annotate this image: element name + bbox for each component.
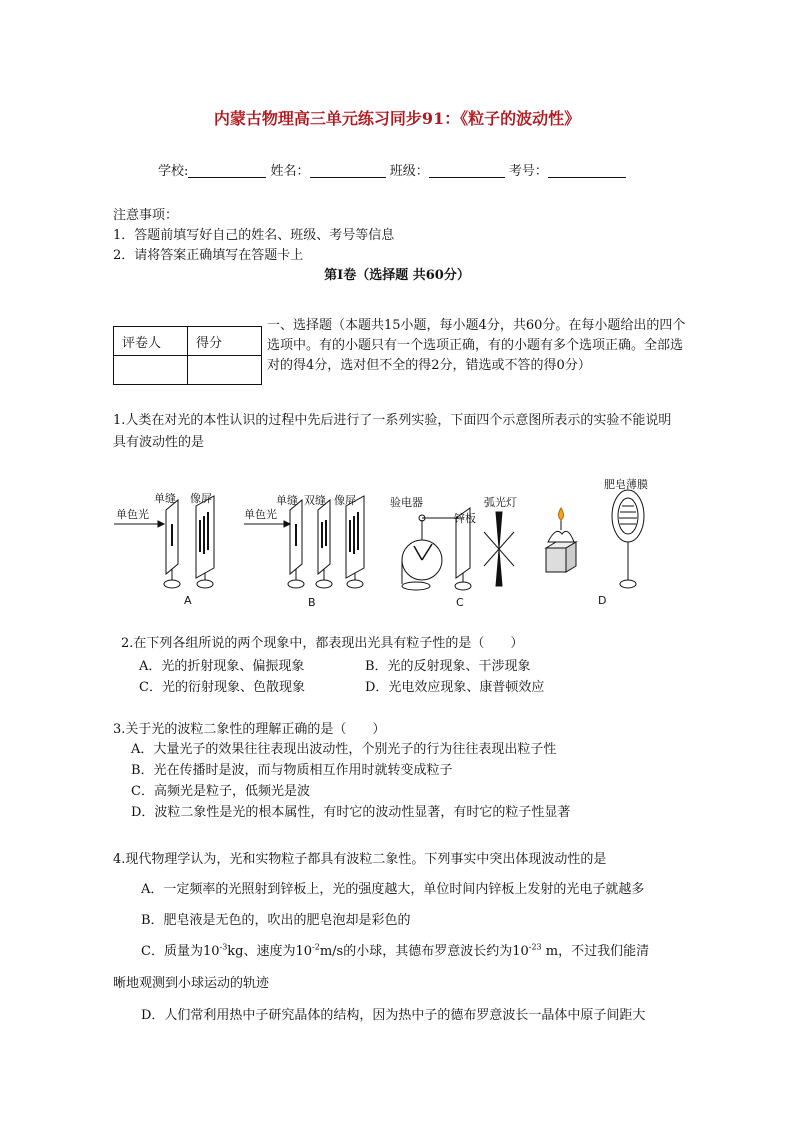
q4-c-part1: C．质量为10	[141, 944, 220, 959]
q3-option-b[interactable]: B．光在传播时是波，而与物质相互作用时就转变成粒子	[131, 763, 453, 778]
b-slit-label: 单缝	[276, 494, 298, 507]
q2-option-a[interactable]: A．光的折射现象、偏振现象	[139, 659, 305, 674]
c-electroscope-label: 验电器	[390, 496, 423, 509]
q4-c-part2: kg、速度为10	[227, 944, 313, 959]
q4-c-part3: m/s的小球，其德布罗意波长约为10	[319, 944, 529, 959]
q3-option-a[interactable]: A．大量光子的效果往往表现出波动性，个别光子的行为往往表现出粒子性	[131, 742, 557, 757]
section-title: 第I卷（选择题 共60分）	[324, 268, 470, 283]
name-blank[interactable]	[310, 163, 386, 178]
class-label: 班级：	[389, 164, 429, 179]
q4-option-d[interactable]: D．人们常利用热中子研究晶体的结构，因为热中子的德布罗意波长一晶体中原子间距大	[141, 1008, 646, 1023]
c-letter: C	[456, 596, 464, 609]
name-label: 姓名：	[270, 164, 310, 179]
score-cell[interactable]	[188, 356, 262, 385]
question-1-stem: 1.人类在对光的本性认识的过程中先后进行了一系列实验，下面四个示意图所表示的实验不能说明具有波动性的是	[113, 413, 672, 450]
number-blank[interactable]	[548, 163, 626, 178]
b-letter: B	[308, 596, 316, 609]
a-slit-label: 单缝	[154, 492, 176, 505]
a-screen-label: 像屏	[190, 492, 212, 505]
grader-cell[interactable]	[114, 356, 188, 385]
b-screen-label: 像屏	[334, 494, 356, 507]
q4-c-exp3: -23	[528, 942, 542, 952]
class-blank[interactable]	[429, 163, 505, 178]
page-title: 内蒙古物理高三单元练习同步91：《粒子的波动性》	[213, 109, 581, 128]
c-lamp-label: 弧光灯	[484, 496, 517, 509]
q3-option-c[interactable]: C．高频光是粒子，低频光是波	[131, 784, 310, 799]
question-2-stem: 2.在下列各组所说的两个现象中，都表现出光具有粒子性的是（ ）	[121, 636, 524, 651]
multiple-choice-intro: 一、选择题（本题共15小题，每小题4分，共60分。在每小题给出的四个选项中。有的小题只有一个选项正确，有的小题有多个选项正确。全部选对的得4分，选对但不全的得2分，错选或不答的得0分）	[267, 318, 686, 373]
q4-option-c-continued: 晰地观测到小球运动的轨迹	[113, 976, 270, 991]
a-slit-stand	[164, 580, 180, 588]
q4-c-part4: m，不过我们能清	[541, 944, 650, 959]
number-label: 考号：	[508, 164, 548, 179]
d-film-label: 肥皂薄膜	[604, 478, 648, 491]
school-label: 学校:	[158, 164, 189, 179]
question-3-stem: 3.关于光的波粒二象性的理解正确的是（ ）	[113, 722, 386, 737]
score-header: 得分	[188, 327, 262, 356]
q4-option-c[interactable]	[141, 940, 649, 959]
q2-option-c[interactable]: C．光的衍射现象、色散现象	[139, 680, 305, 695]
score-table	[113, 326, 262, 385]
a-letter: A	[184, 594, 192, 607]
notice-heading: 注意事项：	[113, 208, 179, 223]
q3-option-d[interactable]: D．波粒二象性是光的根本属性，有时它的波动性显著，有时它的粒子性显著	[131, 805, 571, 820]
notice-item-2: 2．请将答案正确填写在答题卡上	[113, 248, 304, 263]
q4-option-b[interactable]: B．肥皂液是无色的，吹出的肥皂泡却是彩色的	[141, 913, 411, 928]
q4-option-a[interactable]: A．一定频率的光照射到锌板上，光的强度越大，单位时间内锌板上发射的光电子就越多	[141, 882, 645, 897]
q4-c-exp2: -2	[312, 942, 320, 952]
school-blank[interactable]	[188, 163, 266, 178]
student-info-line	[158, 160, 626, 179]
d-alcohol-lamp-icon	[548, 531, 574, 542]
a-screen-stand	[197, 580, 213, 588]
b-double-slit-label: 双缝	[304, 494, 326, 507]
notice-item-1: 1．答题前填写好自己的姓名、班级、考号等信息	[113, 228, 395, 243]
q2-option-d[interactable]: D．光电效应现象、康普顿效应	[365, 680, 545, 695]
question-4-stem: 4.现代物理学认为，光和实物粒子都具有波粒二象性。下列事实中突出体现波动性的是	[113, 852, 607, 867]
grader-header: 评卷人	[114, 327, 188, 356]
a-light-label: 单色光	[116, 508, 149, 521]
a-arrow-icon	[158, 521, 164, 527]
c-plate-label: 锌板	[454, 512, 476, 525]
b-arrow-icon	[284, 521, 290, 527]
q2-option-b[interactable]: B．光的反射现象、干涉现象	[365, 659, 531, 674]
question-1-figure	[110, 472, 670, 612]
b-light-label: 单色光	[244, 508, 277, 521]
d-letter: D	[598, 594, 607, 607]
b-double-slit-plate	[318, 500, 330, 574]
q4-c-exp1: -3	[219, 942, 228, 952]
